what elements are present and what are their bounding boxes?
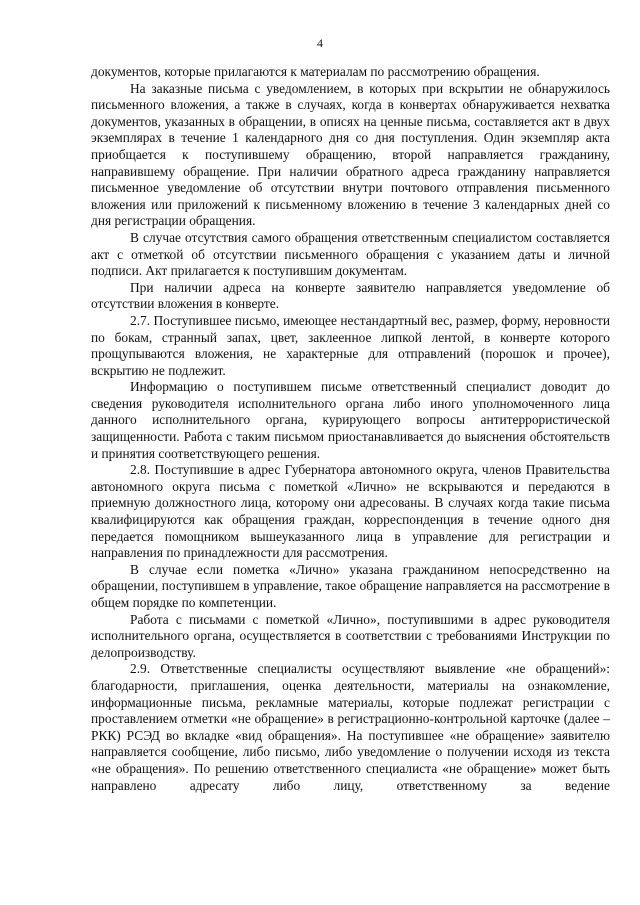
page-number: 4 (317, 36, 323, 50)
paragraph-personal-letters: Работа с письмами с пометкой «Лично», поступившими в адрес руководителя исполнительного органа, осуществляется в соответствии с требованиями Инструкции по делопроизводству. (91, 611, 610, 660)
paragraph-antiterror: Информацию о поступившем письме ответственный специалист доводит до сведения руководителя исполнительного органа либо иного уполномоченного лица данного исполнительного органа, курирующего вопросы антитеррористической защищенности. Работа с таким письмом приостанавливается до выяснения обстоятельств и принятия соответствующего решения. (91, 379, 610, 461)
paragraph-address-notice: При наличии адреса на конверте заявителю направляется уведомление об отсутствии вложения в конверте. (91, 279, 610, 312)
document-body (91, 64, 610, 794)
paragraph-2-7: 2.7. Поступившее письмо, имеющее нестандартный вес, размер, форму, неровности по бокам, странный запах, цвет, заклеенное липкой лентой, в конверте которого прощупываются вложения, не характерные для отправлений (порошок и прочее), вскрытию не подлежит. (91, 312, 610, 378)
paragraph-registered-letters: На заказные письма с уведомлением, в которых при вскрытии не обнаружилось письменного вложения, а также в случаях, когда в конвертах обнаруживается нехватка документов, указанных в обращении, в описях на ценные письма, составляется акт в двух экземплярах в течение 1 календарного дня со дня поступления. Один экземпляр акта приобщается к поступившему обращению, второй направляется гражданину, направившему обращение. При наличии обратного адреса гражданину направляется письменное уведомление об отсутствии внутри почтового отправления письменного вложения или приложений к письменному вложению в течение 3 календарных дней со дня регистрации обращения. (91, 80, 610, 229)
paragraph-continuation: документов, которые прилагаются к материалам по рассмотрению обращения. (91, 64, 540, 79)
paragraph-2-9: 2.9. Ответственные специалисты осуществляют выявление «не обращений»: благодарности, приглашения, оценка деятельности, материалы на ознакомление, информационные письма, рекламные материалы, которые подлежат регистрации с проставлением отметки «не обращение» в регистрационно-контрольной карточке (далее – РКК) РСЭД во вкладке «вид обращения». На поступившее «не обращение» заявителю направляется сообщение, либо письмо, либо уведомление о получении исходя из текста «не обращения». По решению ответственного специалиста «не обращение» может быть направлено адресату либо лицу, ответственному за ведение (91, 661, 610, 793)
paragraph-2-8: 2.8. Поступившие в адрес Губернатора автономного округа, членов Правительства автономного округа письма с пометкой «Лично» не вскрываются и передаются в приемную должностного лица, которому они адресованы. В случаях когда такие письма квалифицируются как обращения граждан, корреспонденция в течение одного дня передается помощником вышеуказанного лица в управление для регистрации и направления по принадлежности для рассмотрения. (91, 462, 610, 561)
paragraph-personal-mark: В случае если пометка «Лично» указана гражданином непосредственно на обращении, поступившем в управление, такое обращение направляется на рассмотрение в общем порядке по компетенции. (91, 561, 610, 610)
paragraph-missing-appeal: В случае отсутствия самого обращения ответственным специалистом составляется акт с отметкой об отсутствии письменного обращения с указанием даты и личной подписи. Акт прилагается к поступившим документам. (91, 229, 610, 279)
